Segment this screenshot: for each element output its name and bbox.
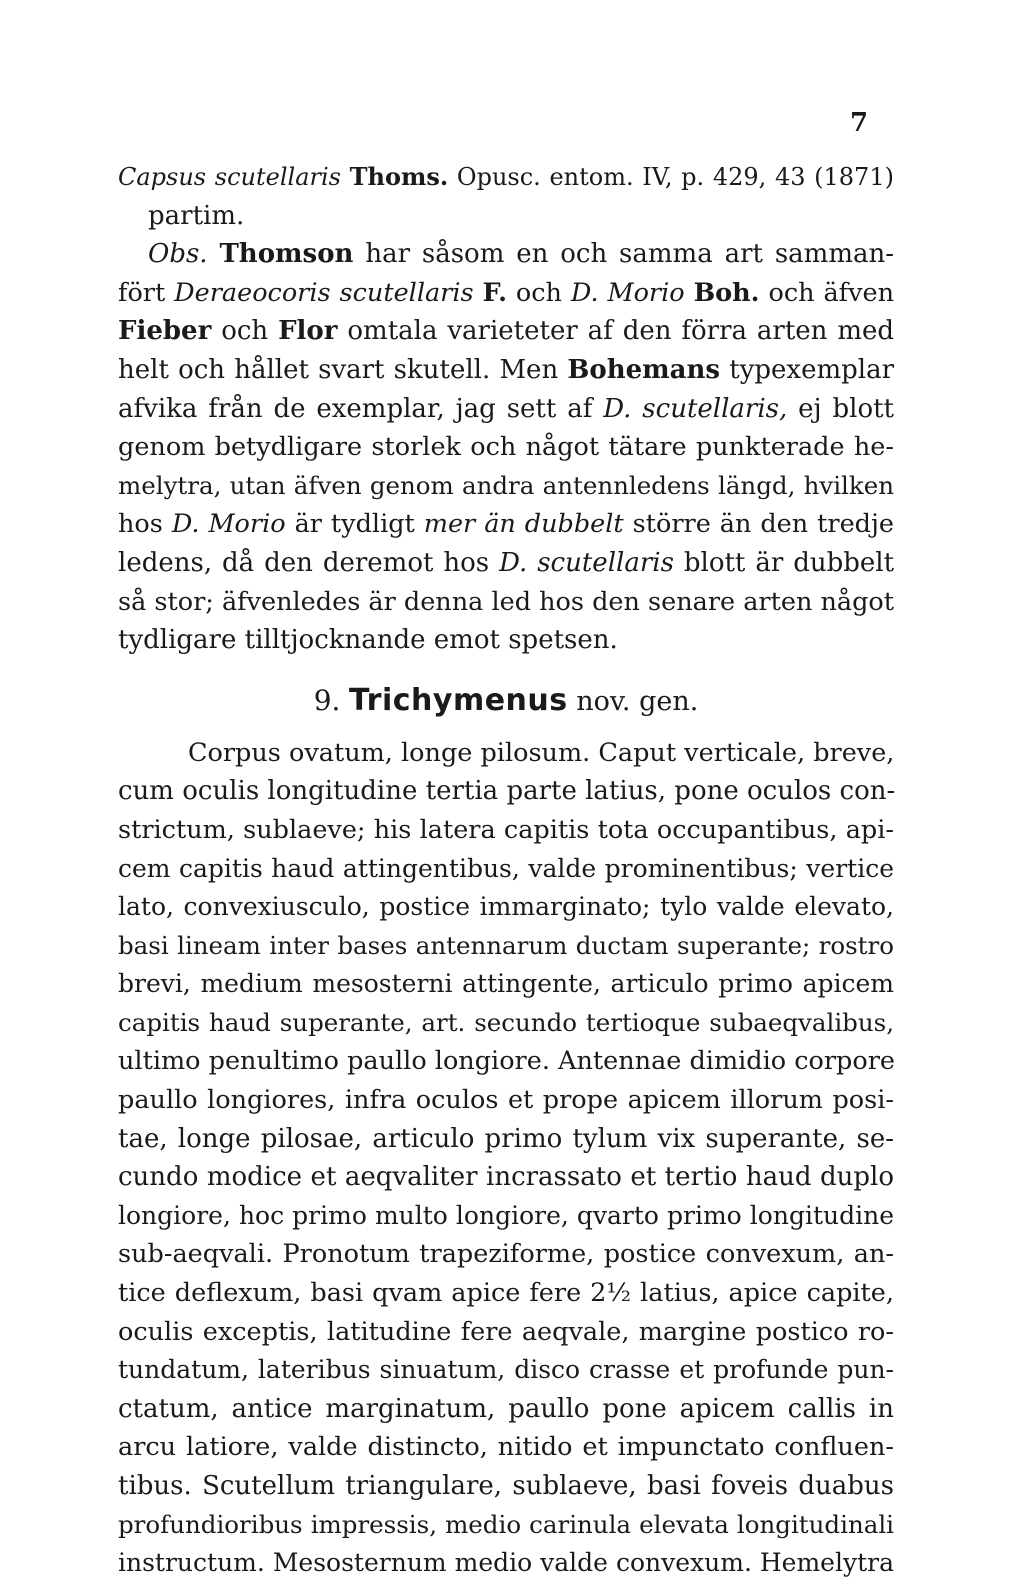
species-name: D. scutellaris, — [603, 393, 788, 424]
species-name: Deraeocoris scutellaris — [174, 277, 474, 308]
obs-line: tydligare tilltjocknande emot spetsen. — [118, 625, 618, 656]
description-line: strictum, sublaeve; his latera capitis tota occupantibus, api- — [118, 814, 894, 845]
description-line: cundo modice et aeqvaliter incrassato et tertio haud duplo — [118, 1162, 894, 1193]
description-line: ultimo penultimo paullo longiore. Antennae dimidio corpore — [118, 1046, 896, 1077]
obs-line: så stor; äfvenledes är denna led hos den senare arten något — [118, 586, 895, 617]
author-name: Flor — [278, 316, 338, 347]
description-line: profundioribus impressis, medio carinula elevata longitudinali — [118, 1509, 894, 1539]
obs-line: hos D. Morio är tydligt mer än dubbelt större än den tredje — [118, 509, 894, 540]
species-name: Capsus scutellaris — [118, 163, 341, 191]
description-line: tibus. Scutellum triangulare, sublaeve, basi foveis duabus — [118, 1471, 894, 1501]
obs-line: Fieber och Flor omtala varieteter af den förra arten med — [118, 316, 895, 347]
obs-line: fört Deraeocoris scutellaris F. och D. Morio Boh. och äfven — [118, 277, 895, 308]
description-line: paullo longiores, infra oculos et prope apicem illorum posi- — [118, 1085, 894, 1116]
obs-line: afvika från de exemplar, jag sett af D. scutellaris, ej blott — [118, 393, 895, 424]
description-line: brevi, medium mesosterni attingente, articulo primo apicem — [118, 969, 894, 999]
description-line: basi lineam inter bases antennarum ductam superante; rostro — [118, 930, 894, 960]
reference-line: partim. — [148, 200, 245, 231]
heading-suffix: nov. gen. — [576, 685, 699, 717]
obs-label: Obs. — [148, 239, 208, 270]
description-line: lato, convexiusculo, postice immarginato; tylo valde elevato, — [118, 892, 894, 922]
author-name: Boh. — [693, 277, 760, 308]
description-line: cem capitis haud attingentibus, valde prominentibus; vertice — [118, 853, 894, 883]
text-body — [118, 158, 894, 1583]
description-line: longiore, hoc primo multo longiore, qvarto primo longitudine — [118, 1200, 894, 1230]
genus-name: Trichymenus — [349, 682, 568, 718]
description-line: ctatum, antice marginatum, paullo pone apicem callis in — [118, 1393, 894, 1424]
species-name: D. scutellaris — [499, 547, 674, 578]
page-number: 7 — [850, 108, 869, 138]
author-name: Bohemans — [567, 354, 721, 385]
heading-number: 9. — [313, 683, 341, 717]
obs-line: melytra, utan äfven genom andra antennledens längd, hvilken — [118, 470, 894, 500]
emphasis-text: mer än dubbelt — [423, 509, 624, 540]
description-line: capitis haud superante, art. secundo tertioque subaeqvalibus, — [118, 1007, 894, 1037]
description-line: instructum. Mesosternum medio valde convexum. Hemelytra — [118, 1548, 894, 1578]
obs-line: ledens, då den deremot hos D. scutellaris blott är dubbelt — [118, 547, 895, 578]
description-line: Corpus ovatum, longe pilosum. Caput verticale, breve, — [188, 737, 895, 768]
reference-line: Capsus scutellaris Thoms. Opusc. entom. IV, p. 429, 43 (1871) — [118, 162, 894, 191]
obs-line: helt och hållet svart skutell. Men Bohemans typexemplar — [118, 354, 895, 385]
description-line: sub-aeqvali. Pronotum trapeziforme, postice convexum, an- — [118, 1239, 894, 1270]
description-line: oculis exceptis, latitudine fere aeqvale, margine postico ro- — [118, 1316, 894, 1347]
description-line: arcu latiore, valde distincto, nitido et impunctato confluen- — [118, 1432, 894, 1463]
description-line: tae, longe pilosae, articulo primo tylum vix superante, se- — [118, 1123, 894, 1154]
author-name: Fieber — [118, 316, 212, 347]
obs-line: genom betydligare storlek och något tätare punkterade he- — [118, 432, 894, 463]
obs-line: Obs. Thomson har såsom en och samma art samman- — [148, 239, 895, 270]
author-name: Thoms. — [349, 162, 449, 191]
author-name: F. — [482, 277, 507, 308]
genus-heading — [118, 668, 894, 734]
species-name: D. Morio — [171, 509, 286, 540]
description-line: tundatum, lateribus sinuatum, disco crasse et profunde pun- — [118, 1355, 894, 1385]
description-line: cum oculis longitudine tertia parte latius, pone oculos con- — [118, 776, 896, 807]
description-line: tice deflexum, basi qvam apice fere 2½ latius, apice capite, — [118, 1278, 894, 1309]
species-name: D. Morio — [570, 277, 685, 308]
author-name: Thomson — [219, 239, 354, 270]
